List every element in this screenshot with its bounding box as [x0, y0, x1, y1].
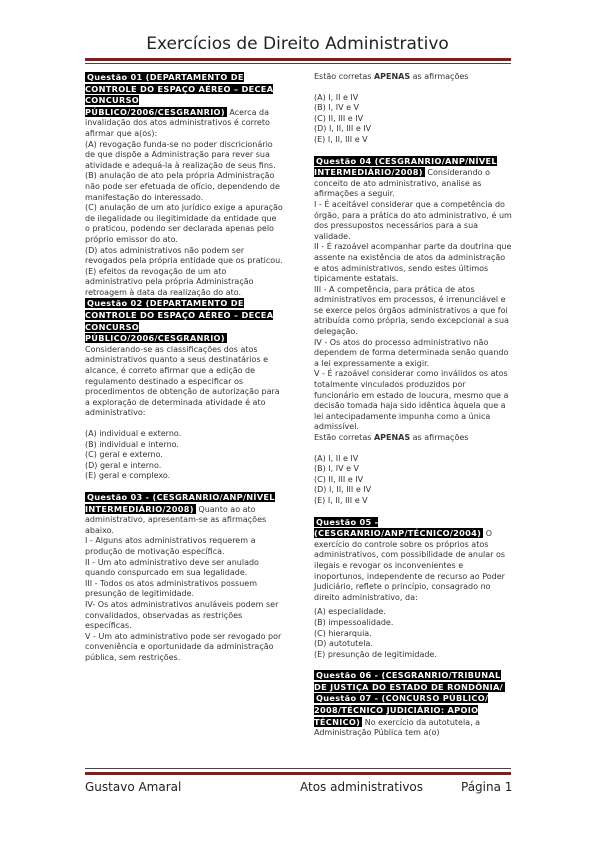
- question-heading: Questão 02 (DEPARTAMENTO DE CONTROLE DO ESPAÇO AÉREO – DECEA CONCURSO PÚBLICO/2006/CESGRANRIO): [85, 298, 274, 344]
- statement: I - É aceitável considerar que a competência do órgão, para a prática do ato administrativo, é um dos pressupostos necessários para a sua validade.: [314, 199, 512, 241]
- option: (A) I, II e IV: [314, 92, 359, 102]
- question-text: Quanto ao ato administrativo, apresentam-se as afirmações abaixo.: [85, 504, 267, 535]
- option: (C) geral e externo.: [85, 450, 163, 460]
- question-heading: Questão 04 (CESGRANRIO/ANP/NÍVEL INTERMEDIÁRIO/2008): [314, 155, 497, 178]
- option: (A) I, II e IV: [314, 453, 359, 463]
- question-03: [85, 492, 283, 664]
- option: (B) individual e interno.: [85, 439, 179, 449]
- question-01: [85, 72, 283, 298]
- question-text: No exercício da autotutela, a Administração Pública tem a(o): [314, 717, 481, 738]
- question-text: Acerca da invalidação dos atos administrativos é correto afirmar que a(os):: [85, 107, 270, 138]
- option: (B) I, IV e V: [314, 464, 360, 474]
- option: (C) II, III e IV: [314, 113, 364, 123]
- right-column: [314, 72, 512, 739]
- option: (E) I, II, III e V: [314, 495, 368, 505]
- statement: IV - Os atos do processo administrativo não dependem de forma determinada senão quando a lei expressamente a exigir.: [314, 337, 509, 368]
- question-text: Considerando o conceito de ato administrativo, analise as afirmações a seguir.: [314, 168, 491, 199]
- question-heading: Questão 03 - (CESGRANRIO/ANP/NÍVEL INTERMEDIÁRIO/2008): [85, 491, 275, 514]
- option: (E) I, II, III e V: [314, 134, 368, 144]
- question-heading: Questão 06 - (CESGRANRIO/TRIBUNAL DE JUSTIÇA DO ESTADO DE RONDÔNIA/: [314, 670, 503, 692]
- option: (D) I, II, III e IV: [314, 124, 372, 134]
- statement: II - É razoável acompanhar parte da doutrina que assente na existência de atos da administração e atos administrativos, sendo estes últimos tipicamente estatais.: [314, 242, 512, 284]
- option: (C) II, III e IV: [314, 474, 364, 484]
- option: (D) geral e interno.: [85, 460, 162, 470]
- header-rule: [85, 58, 511, 61]
- statement: V - Um ato administrativo pode ser revogado por conveniência e oportunidade da administração pública, sem restrições.: [85, 631, 282, 662]
- question-03-tail: Estão corretas APENAS as afirmações: [314, 72, 469, 81]
- statement: I - Alguns atos administrativos requerem a produção de motivação específica.: [85, 536, 256, 556]
- header-rule-thin: [85, 63, 511, 64]
- question-text: Considerando-se as classificações dos atos administrativos quanto a seus destinatários e alcance, é correto afirmar que a edição de regulamento destinado a especificar os procedimentos de obtenção de autorização para a exploração de determinada atividade é ato administrativo:: [85, 344, 280, 418]
- question-05: [314, 517, 512, 661]
- question-06: [314, 670, 512, 739]
- option: (E) presunção de legitimidade.: [314, 649, 437, 659]
- footer-rule: [85, 772, 511, 775]
- option: (A) especialidade.: [314, 607, 386, 617]
- option: (A) revogação funda-se no poder discricionário de que dispõe a Administração para rever sua atividade e adequá-la à realização de seus fins.: [85, 139, 276, 170]
- footer-rule-thin: [85, 768, 511, 769]
- option: (D) atos administrativos não podem ser revogados pela própria entidade que os praticou.: [85, 245, 283, 266]
- option: (B) impessoalidade.: [314, 617, 394, 627]
- option: (D) I, II, III e IV: [314, 485, 372, 495]
- question-heading: Questão 07 - (CONCURSO PÚBLICO/ 2008/TÉCNICO JUDICIÁRIO: APOIO TÉCNICO): [314, 693, 489, 727]
- statement: II - Um ato administrativo deve ser anulado quando conspurcado em sua legalidade.: [85, 557, 259, 578]
- option: (B) anulação de ato pela própria Administração não pode ser efetuada de ofício, dependendo de manifestação do interessado.: [85, 171, 280, 202]
- left-column: [85, 72, 283, 663]
- question-heading: Questão 05 - (CESGRANRIO/ANP/TÉCNICO/2004): [314, 516, 482, 539]
- option: (B) I, IV e V: [314, 103, 360, 113]
- option: (C) hierarquia.: [314, 628, 372, 638]
- question-02: [85, 298, 283, 482]
- page-title: Exercícios de Direito Administrativo: [146, 34, 449, 54]
- footer-author: Gustavo Amaral: [85, 780, 182, 794]
- option: (E) efeitos da revogação de um ato administrativo pela própria Administração retroagem à data da realização do ato.: [85, 266, 254, 297]
- footer-page-number: Página 1: [461, 780, 513, 794]
- statement: IV- Os atos administrativos anuláveis podem ser convalidados, observadas as restrições específicas.: [85, 599, 279, 631]
- question-04-tail: Estão corretas APENAS as afirmações: [314, 433, 469, 442]
- option: (C) anulação de um ato jurídico exige a apuração de ilegalidade ou ilegitimidade da entidade que o praticou, podendo ser declarada apenas pelo próprio emissor do ato.: [85, 203, 283, 244]
- question-heading: Questão 01 (DEPARTAMENTO DE CONTROLE DO ESPAÇO AÉREO – DECEA CONCURSO PÚBLICO/2006/CESGRANRIO): [85, 72, 274, 117]
- option: (D) autotutela.: [314, 639, 373, 649]
- option: (A) individual e externo.: [85, 429, 182, 438]
- question-04: [314, 156, 512, 507]
- statement: III - A competência, para prática de atos administrativos em processos, é irrenunciável e se exerce pelos órgãos administrativos a que foi atribuída como própria, sendo excepcional a sua delegação.: [314, 284, 509, 337]
- statement: V - É razoável considerar como inválidos os atos totalmente vinculados produzidos por funcionário em estado de loucura, mesmo que a decisão tomada haja sido idêntica àquela que a lei antecipadamente impunha como a única admissível.: [314, 369, 509, 432]
- footer-topic: Atos administrativos: [300, 780, 424, 794]
- question-text: O exercício do controle sobre os próprios atos administrativos, com possibilidade de anular os ilegais e revogar os inconvenientes e inoportunos, independente de recurso ao Poder Judiciário, reflete o princípio, consagrado no direito administrativo, da:: [314, 529, 506, 602]
- statement: III - Todos os atos administrativos possuem presunção de legitimidade.: [85, 578, 257, 599]
- option: (E) geral e complexo.: [85, 471, 171, 481]
